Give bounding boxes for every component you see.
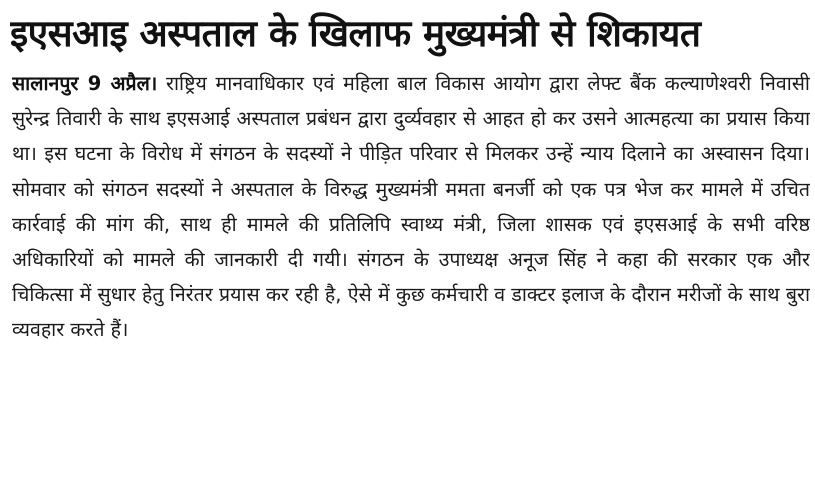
article-text: राष्ट्रिय मानवाधिकार एवं महिला बाल विकास आयोग द्वारा लेफ्ट बैंक कल्याणेश्वरी निवासी सुरेन्द्र तिवारी के साथ इएसआई अस्पताल प्रबंधन द्वारा दुर्व्यवहार से आहत हो कर उसने आत्महत्या का प्रयास किया था। इस घटना के विरोध में संगठन के सदस्यों ने पीड़ित परिवार से मिलकर उन्हें न्याय दिलाने का अस्वासन दिया। सोमवार को संगठन सदस्यों ने अस्पताल के विरुद्ध मुख्यमंत्री ममता बनर्जी को एक पत्र भेज कर मामले में उचित कार्रवाई की मांग की, साथ ही मामले की प्रतिलिपि स्वाथ्य मंत्री, जिला शासक एवं इएसआई के सभी वरिष्ठ अधिकारियों को मामले की जानकारी दी गयी। संगठन के उपाध्यक्ष अनूज सिंह ने कहा की सरकार एक और चिकित्सा में सुधार हेतु निरंतर प्रयास कर रही है, ऐसे में कुछ कर्मचारी व डाक्टर इलाज के दौरान मरीजों के साथ बुरा व्यवहार करते हैं। (12, 72, 810, 342)
dateline: सालानपुर 9 अप्रैल। (12, 72, 158, 95)
headline: इएसआइ अस्पताल के खिलाफ मुख्यमंत्री से शिकायत (10, 12, 701, 55)
article-body (12, 66, 810, 492)
